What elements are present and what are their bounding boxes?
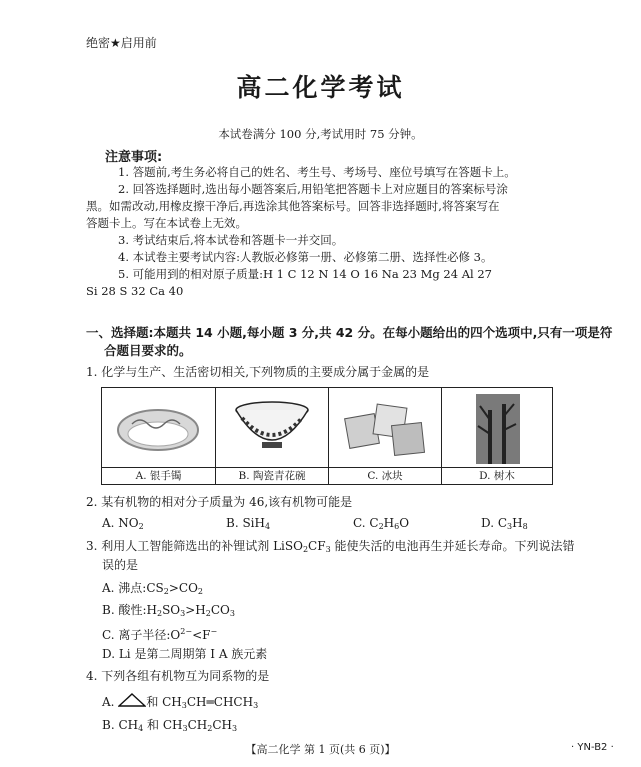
question-2-option-c: C. $C_2H_6O$ <box>353 516 410 531</box>
question-2-stem: 2. 某有机物的相对分子质量为 46,该有机物可能是 <box>86 495 353 509</box>
exam-subtitle: 本试卷满分 100 分,考试用时 75 分钟。 <box>218 127 423 141</box>
question-1-stem: 1. 化学与生产、生活密切相关,下列物质的主要成分属于金属的是 <box>86 365 430 379</box>
question-2-option-a: A. $NO_2$ <box>102 516 144 531</box>
notice-line-2: 2. 回答选择题时,选出每小题答案后,用铅笔把答题卡上对应题目的答案标号涂 <box>118 182 508 196</box>
question-2-option-b: B. SiH$_4$ <box>226 516 271 531</box>
option-a-cell <box>102 388 215 484</box>
option-c-cell <box>328 388 441 484</box>
notice-line-3: 黑。如需改动,用橡皮擦干净后,再选涂其他答案标号。回答非选择题时,将答案写在 <box>86 199 500 213</box>
notice-line-4: 答题卡上。写在本试卷上无效。 <box>86 216 247 230</box>
question-3-option-a: A. 沸点$:CS_2>CO_2$ <box>102 581 204 596</box>
notice-line-5: 3. 考试结束后,将本试卷和答题卡一并交回。 <box>118 233 344 247</box>
question-3-option-d: D. Li 是第二周期第 Ⅰ A 族元素 <box>102 647 268 661</box>
question-4-option-a: A. 和 $CH_3CH═CHCH_3$ <box>102 695 259 710</box>
confidential-label: 绝密★启用前 <box>86 36 157 50</box>
question-1-image-table <box>101 387 553 485</box>
option-b-cell <box>215 388 328 484</box>
question-3-stem: 3. 利用人工智能筛选出的补锂试剂 $LiSO_2CF_3$ 能使失活的电池再生并延长寿命。下列说法错 <box>86 539 575 554</box>
ice-cubes-icon <box>329 390 442 466</box>
porcelain-bowl-icon <box>216 390 329 466</box>
notice-heading: 注意事项: <box>105 150 163 165</box>
option-a-caption: A. 银手镯 <box>102 467 215 485</box>
option-b-caption: B. 陶瓷青花碗 <box>216 467 328 485</box>
option-d-cell <box>441 388 552 484</box>
option-c-caption: C. 冰块 <box>329 467 441 485</box>
question-3-option-c: C. 离子半径$:O^{2-}<F^-$ <box>102 627 218 642</box>
paper-code: · YN-B2 · <box>571 742 614 753</box>
option-d-caption: D. 树木 <box>442 467 552 485</box>
notice-line-8: Si 28 S 32 Ca 40 <box>86 284 184 298</box>
question-3-stem-cont: 误的是 <box>102 558 139 572</box>
question-4-option-b: B. $CH_4$ 和 $CH_3CH_2CH_3$ <box>102 718 238 733</box>
section-heading: 一、选择题:本题共 14 小题,每小题 3 分,共 42 分。在每小题给出的四个选项中,只有一项是符 <box>86 325 613 340</box>
exam-title: 高二化学考试 <box>236 73 405 102</box>
question-4-stem: 4. 下列各组有机物互为同系物的是 <box>86 669 270 683</box>
notice-line-7: 5. 可能用到的相对原子质量:H 1 C 12 N 14 O 16 Na 23 Mg 24 Al 27 <box>118 267 492 281</box>
silver-bracelet-icon <box>102 390 215 466</box>
notice-line-6: 4. 本试卷主要考试内容:人教版必修第一册、必修第二册、选择性必修 3。 <box>118 250 493 264</box>
cyclopropane-icon <box>118 693 146 707</box>
page-footer: 【高二化学 第 1 页(共 6 页)】 <box>245 743 396 756</box>
question-2-option-d: D. $C_3H_8$ <box>481 516 528 531</box>
section-heading-cont: 合题目要求的。 <box>104 343 192 358</box>
trees-icon <box>442 390 553 466</box>
question-3-option-b: B. 酸性$:H_2SO_3>H_2CO_3$ <box>102 603 235 618</box>
notice-line-1: 1. 答题前,考生务必将自己的姓名、考生号、考场号、座位号填写在答题卡上。 <box>118 165 516 179</box>
